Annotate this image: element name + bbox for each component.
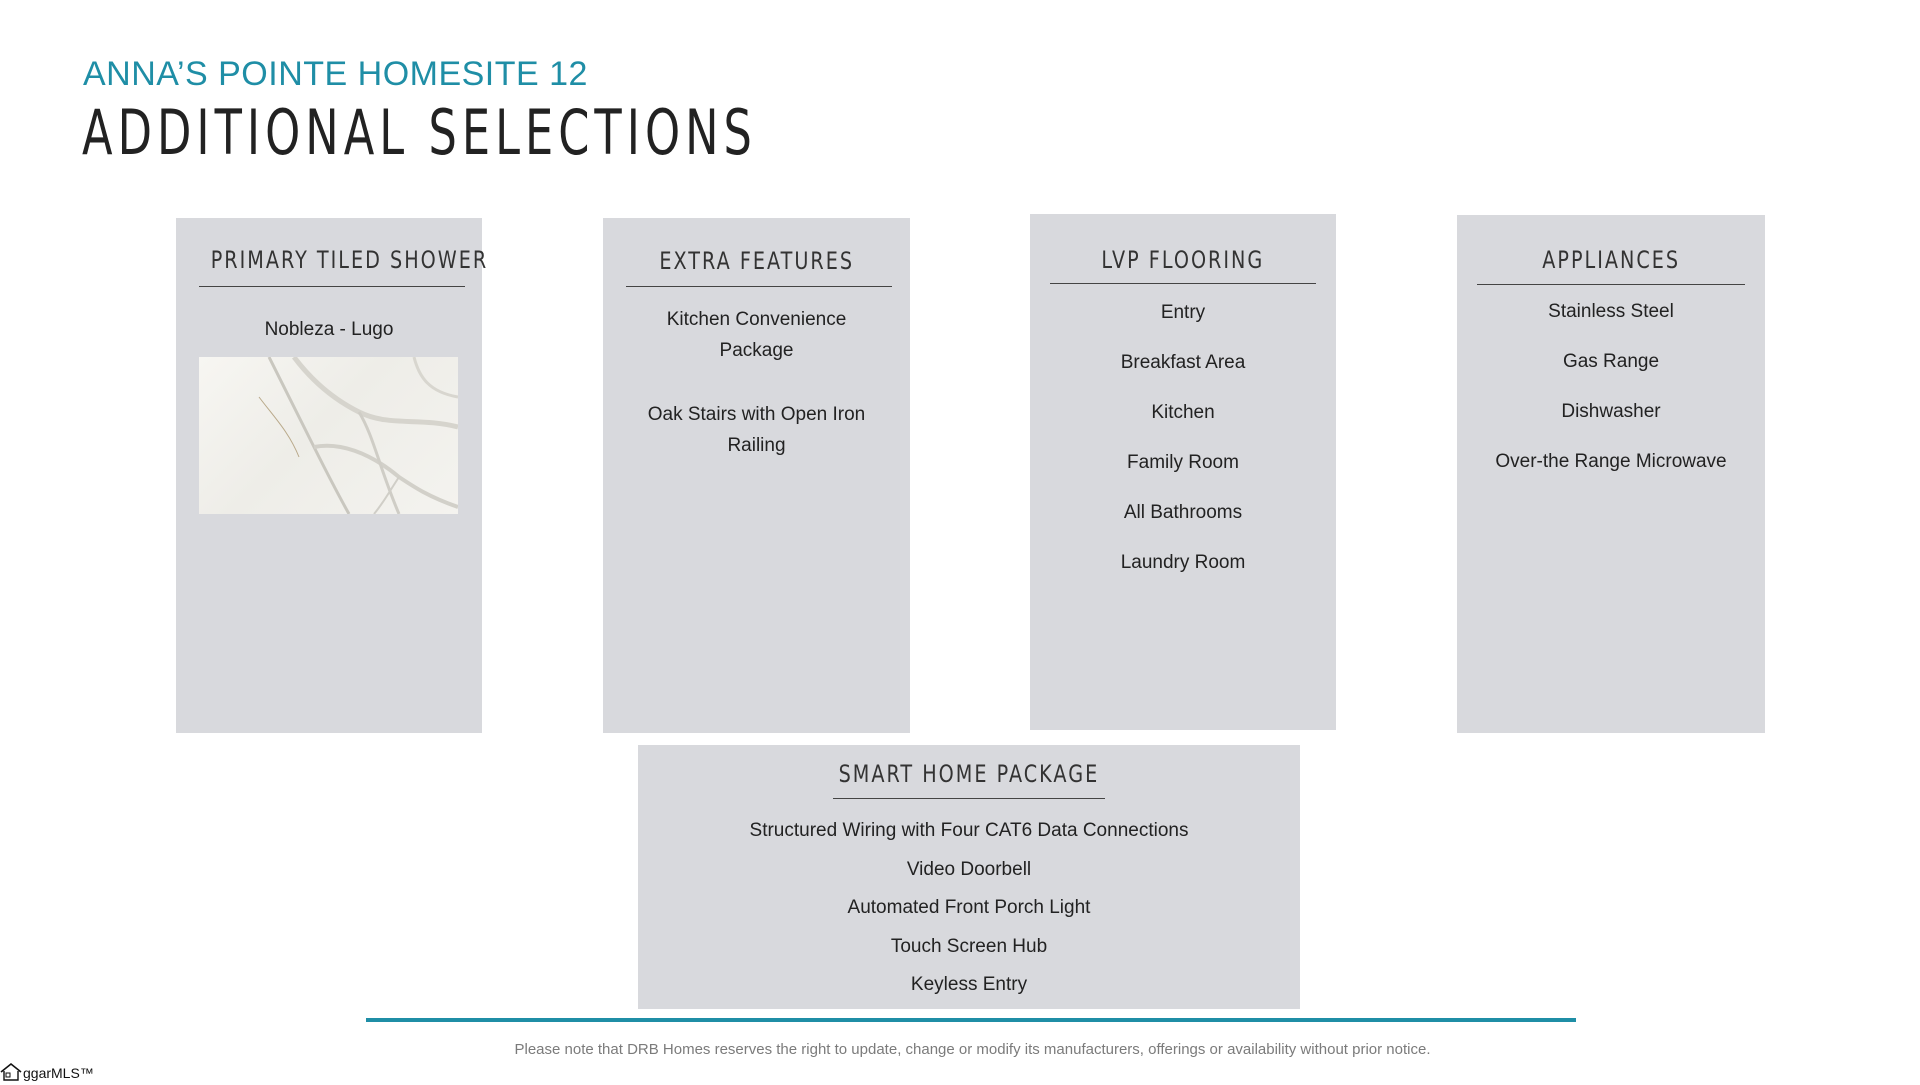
extras-item: Package <box>719 340 794 361</box>
disclaimer-text: Please note that DRB Homes reserves the right to update, change or modify its manufacturers, offerings or availability without prior notice. <box>514 1041 1431 1058</box>
appliance-item: Dishwasher <box>1561 401 1661 422</box>
flooring-item: Kitchen <box>1151 402 1215 423</box>
flooring-item: Entry <box>1160 302 1206 323</box>
mls-watermark <box>0 1063 94 1083</box>
card-smart-home-package <box>638 745 1300 1009</box>
shower-tile-name: Nobleza - Lugo <box>264 319 394 340</box>
card-divider <box>199 286 465 287</box>
smart-home-item: Keyless Entry <box>910 974 1028 995</box>
card-title: SMART HOME PACKAGE <box>838 760 1100 788</box>
page-title: ADDITIONAL SELECTIONS <box>82 96 757 169</box>
appliance-item: Gas Range <box>1562 351 1660 372</box>
flooring-item: Breakfast Area <box>1120 352 1246 373</box>
card-divider <box>1477 284 1745 285</box>
smart-home-item: Automated Front Porch Light <box>847 897 1091 918</box>
extras-item: Kitchen Convenience <box>666 309 847 330</box>
watermark-text: ggarMLS™ <box>23 1065 94 1081</box>
smart-home-item: Structured Wiring with Four CAT6 Data Connections <box>749 820 1189 841</box>
card-divider <box>833 798 1105 799</box>
homesite-subtitle: ANNA’S POINTE HOMESITE 12 <box>83 55 588 93</box>
appliance-item: Stainless Steel <box>1548 301 1674 322</box>
card-title: PRIMARY TILED SHOWER <box>210 246 489 274</box>
flooring-item: Family Room <box>1127 452 1239 473</box>
card-primary-tiled-shower <box>176 218 489 733</box>
card-title: EXTRA FEATURES <box>659 247 854 275</box>
card-divider <box>626 286 892 287</box>
card-title: LVP FLOORING <box>1101 246 1265 274</box>
smart-home-item: Video Doorbell <box>906 859 1032 880</box>
card-extra-features <box>603 218 910 733</box>
flooring-item: All Bathrooms <box>1123 502 1243 523</box>
footer-divider <box>366 1018 1576 1022</box>
card-divider <box>1050 283 1316 284</box>
appliance-item: Over-the Range Microwave <box>1495 451 1727 472</box>
smart-home-item: Touch Screen Hub <box>890 936 1048 957</box>
extras-item: Oak Stairs with Open Iron <box>647 404 866 425</box>
marble-tile-image <box>199 357 458 514</box>
card-lvp-flooring <box>1030 214 1336 730</box>
flooring-item: Laundry Room <box>1120 552 1246 573</box>
card-appliances <box>1457 215 1765 733</box>
extras-item: Railing <box>727 435 786 456</box>
card-title: APPLIANCES <box>1542 246 1680 274</box>
house-logo-icon <box>0 1062 23 1085</box>
